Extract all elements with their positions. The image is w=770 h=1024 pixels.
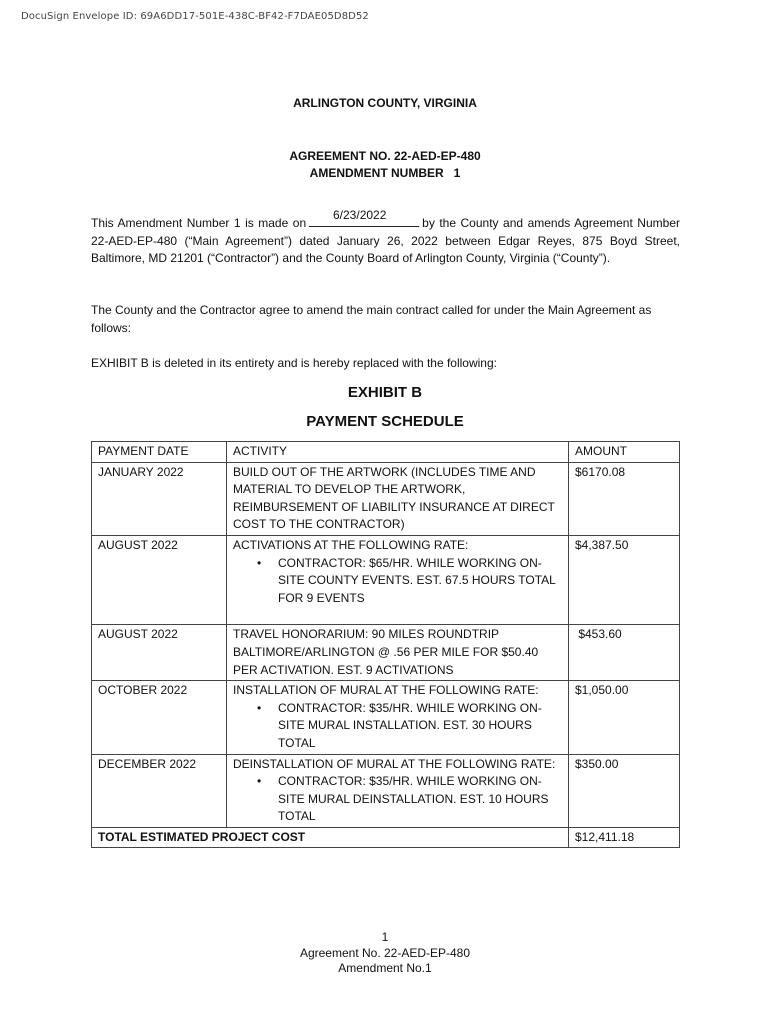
payment-schedule-table <box>91 441 680 848</box>
agreement-number: AGREEMENT NO. 22-AED-EP-480 <box>289 149 481 163</box>
activity-text: INSTALLATION OF MURAL AT THE FOLLOWING RATE: <box>233 683 539 698</box>
signature-date: 6/23/2022 <box>333 208 387 222</box>
amendment-number: AMENDMENT NUMBER 1 <box>309 166 461 180</box>
row-amount: $453.60 <box>569 625 680 681</box>
row-amount: $6170.08 <box>569 462 680 535</box>
header-payment-date: PAYMENT DATE <box>92 442 227 463</box>
activity-text: ACTIVATIONS AT THE FOLLOWING RATE: <box>233 537 469 552</box>
activity-bullet: • CONTRACTOR: $35/HR. WHILE WORKING ON-SITE MURAL DEINSTALLATION. EST. 10 HOURS TOTAL <box>233 773 562 826</box>
exhibit-title: EXHIBIT B <box>347 384 423 401</box>
activity-bullet: • CONTRACTOR: $35/HR. WHILE WORKING ON-SITE MURAL INSTALLATION. EST. 30 HOURS TOTAL <box>233 700 562 753</box>
date-blank-line <box>309 216 419 227</box>
exhibit-subtitle: PAYMENT SCHEDULE <box>306 413 464 430</box>
total-amount: $12,411.18 <box>569 827 680 848</box>
activity-text: DEINSTALLATION OF MURAL AT THE FOLLOWING RATE: <box>233 756 556 771</box>
intro-text-start: This Amendment Number 1 is made on <box>91 216 307 230</box>
row-date: AUGUST 2022 <box>92 625 227 681</box>
table-row <box>92 535 680 624</box>
intro-text-rest: by the County and amends Agreement Number 22-AED-EP-480 (“Main Agreement”) dated January 26, 2022 between Edgar Reyes, 875 Boyd Street, Baltimore, MD 21201 (“Contractor”) and the County Board of Arlington County, Virginia (“County”). <box>91 216 680 266</box>
total-label: TOTAL ESTIMATED PROJECT COST <box>92 827 569 848</box>
row-date: DECEMBER 2022 <box>92 754 227 827</box>
header-activity: ACTIVITY <box>227 442 569 463</box>
row-activity: BUILD OUT OF THE ARTWORK (INCLUDES TIME AND MATERIAL TO DEVELOP THE ARTWORK, REIMBURSEMENT OF LIABILITY INSURANCE AT DIRECT COST TO THE CONTRACTOR) <box>227 462 569 535</box>
row-amount: $4,387.50 <box>569 535 680 624</box>
row-amount: $350.00 <box>569 754 680 827</box>
row-amount: $1,050.00 <box>569 681 680 754</box>
county-heading: ARLINGTON COUNTY, VIRGINIA <box>293 96 477 110</box>
row-activity <box>227 754 569 827</box>
table-row <box>92 754 680 827</box>
footer <box>0 930 770 977</box>
table-header-row <box>92 442 680 463</box>
table-row <box>92 625 680 681</box>
intro-paragraph <box>91 215 680 268</box>
activity-bullet: • CONTRACTOR: $65/HR. WHILE WORKING ON-SITE COUNTY EVENTS. EST. 67.5 HOURS TOTAL FOR 9 EVENTS <box>233 555 562 608</box>
exhibit-note: EXHIBIT B is deleted in its entirety and is hereby replaced with the following: <box>91 356 497 370</box>
docusign-envelope-id: DocuSign Envelope ID: 69A6DD17-501E-438C-BF42-F7DAE05D8D52 <box>21 11 369 22</box>
header-amount: AMOUNT <box>569 442 680 463</box>
row-activity: TRAVEL HONORARIUM: 90 MILES ROUNDTRIP BALTIMORE/ARLINGTON @ .56 PER MILE FOR $50.40 PER ACTIVATION. EST. 9 ACTIVATIONS <box>227 625 569 681</box>
page-number: 1 <box>381 930 389 944</box>
row-activity <box>227 535 569 624</box>
table-row <box>92 681 680 754</box>
row-date: AUGUST 2022 <box>92 535 227 624</box>
amend-paragraph: The County and the Contractor agree to amend the main contract called for under the Main Agreement as follows: <box>91 303 652 335</box>
row-date: OCTOBER 2022 <box>92 681 227 754</box>
total-row <box>92 827 680 848</box>
footer-agreement: Agreement No. 22-AED-EP-480 <box>299 945 471 960</box>
table-row <box>92 462 680 535</box>
row-date: JANUARY 2022 <box>92 462 227 535</box>
row-activity <box>227 681 569 754</box>
footer-amendment: Amendment No.1 <box>338 961 432 975</box>
